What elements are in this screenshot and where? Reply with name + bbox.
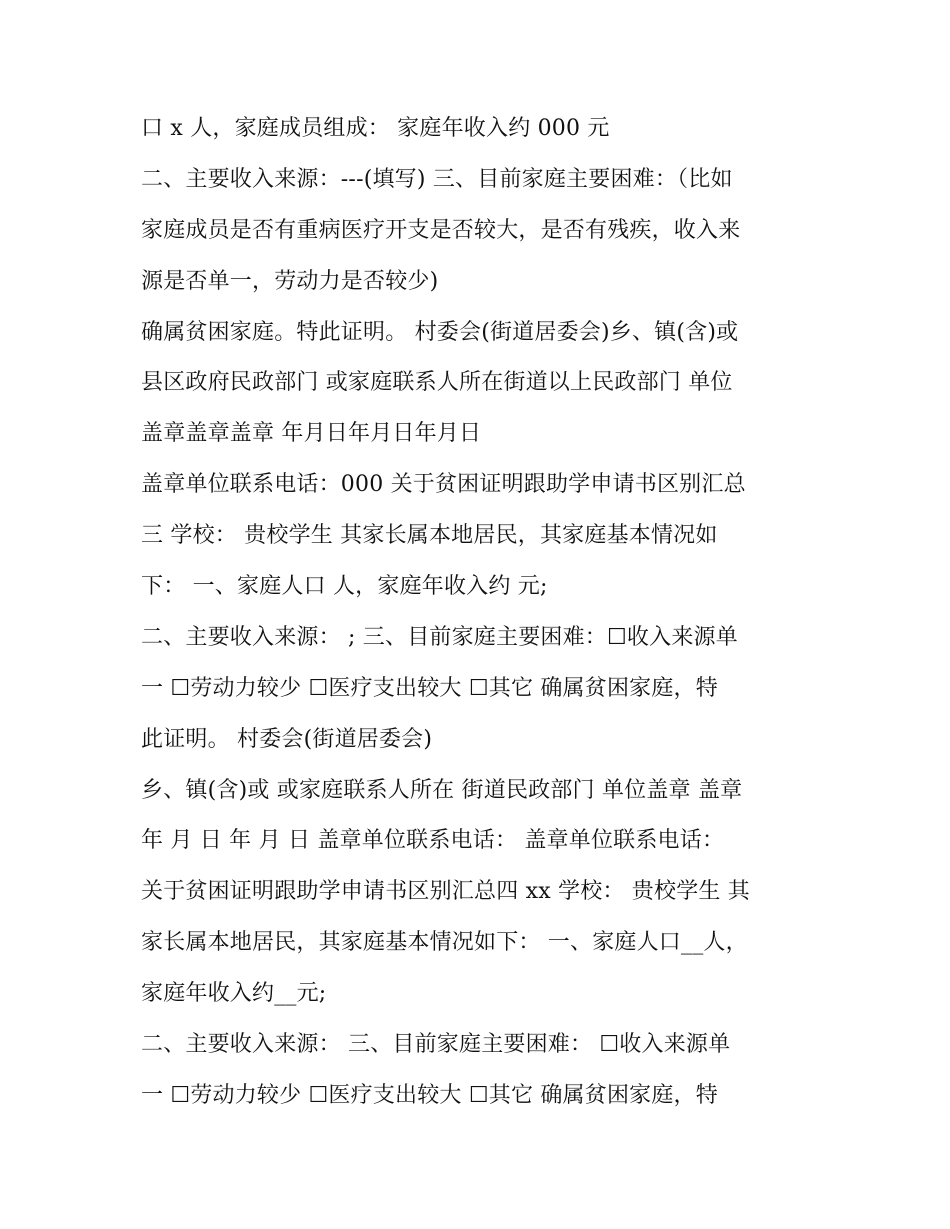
text-line: 一 ☐劳动力较少 ☐医疗支出较大 ☐其它 确属贫困家庭，特 bbox=[141, 675, 718, 701]
text-line: 源是否单一，劳动力是否较少) bbox=[141, 268, 439, 294]
text-line: 县区政府民政部门 或家庭联系人所在街道以上民政部门 单位 bbox=[141, 370, 733, 396]
text-line: 盖章盖章盖章 年月日年月日年月日 bbox=[141, 421, 482, 447]
text-line: 此证明。 村委会(街道居委会) bbox=[141, 726, 433, 752]
text-line: 二、主要收入来源： ; 三、目前家庭主要困难：☐收入来源单 bbox=[141, 624, 738, 650]
text-line: 年 月 日 年 月 日 盖章单位联系电话： 盖章单位联系电话： bbox=[141, 828, 725, 854]
text-line: 二、主要收入来源：---(填写) 三、目前家庭主要困难：（比如 bbox=[141, 166, 733, 192]
text-line: 盖章单位联系电话：000 关于贫困证明跟助学申请书区别汇总 bbox=[141, 472, 746, 498]
text-line: 一 ☐劳动力较少 ☐医疗支出较大 ☐其它 确属贫困家庭，特 bbox=[141, 1082, 718, 1108]
text-line: 下： 一、家庭人口 人，家庭年收入约 元; bbox=[141, 574, 548, 600]
text-line: 三 学校： 贵校学生 其家长属本地居民，其家庭基本情况如 bbox=[141, 523, 718, 549]
text-line: 关于贫困证明跟助学申请书区别汇总四 xx 学校： 贵校学生 其 bbox=[141, 879, 750, 905]
text-line: 家长属本地居民，其家庭基本情况如下： 一、家庭人口__人， bbox=[141, 930, 748, 956]
text-line: 家庭年收入约__元; bbox=[141, 981, 327, 1007]
text-line: 二、主要收入来源： 三、目前家庭主要困难： ☐收入来源单 bbox=[141, 1032, 731, 1058]
document-body bbox=[141, 104, 821, 1122]
text-line: 确属贫困家庭。特此证明。 村委会(街道居委会)乡、镇(含)或 bbox=[141, 319, 739, 345]
text-line: 口 x 人，家庭成员组成： 家庭年收入约 000 元 bbox=[141, 116, 610, 141]
text-line: 家庭成员是否有重病医疗开支是否较大，是否有残疾，收入来 bbox=[141, 217, 741, 243]
text-line: 乡、镇(含)或 或家庭联系人所在 街道民政部门 单位盖章 盖章 bbox=[141, 777, 743, 803]
